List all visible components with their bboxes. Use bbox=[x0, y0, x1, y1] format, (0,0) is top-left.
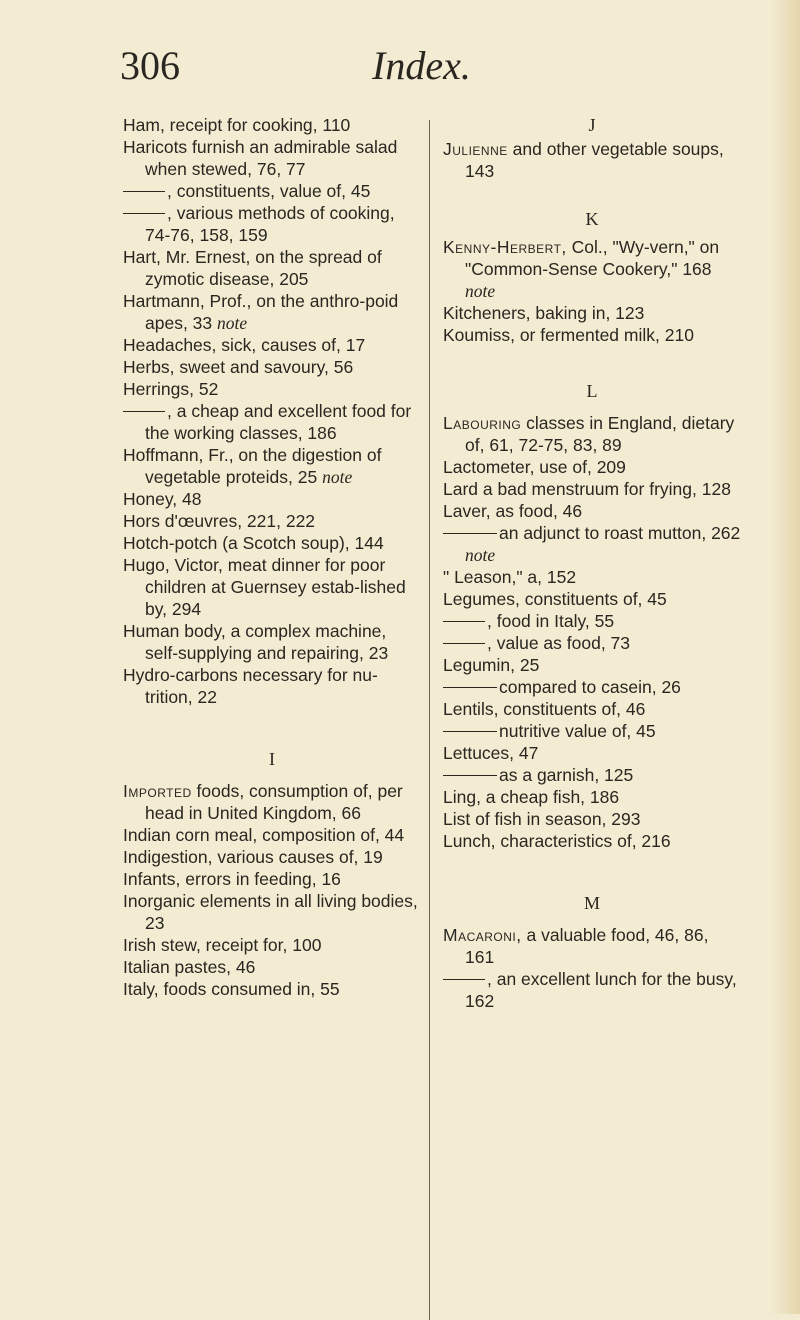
index-entry: Haricots furnish an admirable salad when stewed, 76, 77 bbox=[123, 137, 398, 179]
index-subentry: compared to casein, 26 bbox=[443, 676, 741, 698]
index-entry: Hartmann, Prof., on the anthro-poid apes, 33 note bbox=[123, 291, 399, 333]
ditto-dash bbox=[443, 979, 485, 980]
left-column bbox=[123, 114, 421, 1000]
index-entry: List of fish in season, 293 bbox=[443, 809, 641, 829]
ditto-dash bbox=[443, 775, 497, 776]
index-entry: " Leason," a, 152 bbox=[443, 567, 577, 587]
index-entry: Laver, as food, 46 bbox=[443, 501, 583, 521]
index-entry: Hoffmann, Fr., on the digestion of vegetable proteids, 25 note bbox=[123, 445, 382, 487]
index-entry: Infants, errors in feeding, 16 bbox=[123, 869, 341, 889]
index-entry: Herbs, sweet and savoury, 56 bbox=[123, 357, 354, 377]
index-entry: Italian pastes, 46 bbox=[123, 957, 256, 977]
index-entry: Kenny-Herbert, Col., "Wy-vern," on "Common-Sense Cookery," 168 note bbox=[443, 237, 720, 301]
index-entry: Legumes, constituents of, 45 bbox=[443, 589, 667, 609]
index-entry: Lettuces, 47 bbox=[443, 743, 539, 763]
index-subentry: , constituents, value of, 45 bbox=[123, 180, 421, 202]
index-entry: Irish stew, receipt for, 100 bbox=[123, 935, 322, 955]
index-entry: Imported foods, consumption of, per head in United Kingdom, 66 bbox=[123, 781, 403, 823]
index-entry: Hugo, Victor, meat dinner for poor children at Guernsey estab-lished by, 294 bbox=[123, 555, 406, 619]
index-entry: Labouring classes in England, dietary of, 61, 72-75, 83, 89 bbox=[443, 413, 735, 455]
page-number: 306 bbox=[120, 43, 180, 88]
note-marker: note bbox=[322, 467, 353, 487]
running-head: Index. bbox=[372, 43, 471, 88]
index-subentry: , various methods of cooking, 74-76, 158, 159 bbox=[123, 202, 421, 246]
index-subentry: an adjunct to roast mutton, 262 note bbox=[443, 522, 741, 566]
index-entry: Headaches, sick, causes of, 17 bbox=[123, 335, 366, 355]
ditto-dash bbox=[443, 643, 485, 644]
index-entry: Inorganic elements in all living bodies, 23 bbox=[123, 891, 418, 933]
index-entry: Macaroni, a valuable food, 46, 86, 161 bbox=[443, 925, 709, 967]
index-entry: Lactometer, use of, 209 bbox=[443, 457, 626, 477]
section-letter-i: I bbox=[269, 749, 275, 769]
section-letter-j: J bbox=[588, 115, 596, 135]
index-entry: Julienne and other vegetable soups, 143 bbox=[443, 139, 724, 181]
index-subentry: , food in Italy, 55 bbox=[443, 610, 741, 632]
ditto-dash bbox=[123, 411, 165, 412]
index-entry: Hotch-potch (a Scotch soup), 144 bbox=[123, 533, 384, 553]
index-entry: Hart, Mr. Ernest, on the spread of zymotic disease, 205 bbox=[123, 247, 382, 289]
page-header bbox=[0, 42, 800, 102]
index-entry: Ling, a cheap fish, 186 bbox=[443, 787, 620, 807]
index-subentry: as a garnish, 125 bbox=[443, 764, 741, 786]
index-entry: Lard a bad menstruum for frying, 128 bbox=[443, 479, 731, 499]
index-entry: Legumin, 25 bbox=[443, 655, 540, 675]
index-entry: Hors d'œuvres, 221, 222 bbox=[123, 511, 316, 531]
index-entry: Human body, a complex machine, self-supplying and repairing, 23 bbox=[123, 621, 389, 663]
section-letter-k: K bbox=[585, 209, 599, 229]
ditto-dash bbox=[443, 687, 497, 688]
note-marker: note bbox=[217, 313, 248, 333]
ditto-dash bbox=[123, 191, 165, 192]
index-entry: Italy, foods consumed in, 55 bbox=[123, 979, 340, 999]
index-entry: Lunch, characteristics of, 216 bbox=[443, 831, 671, 851]
ditto-dash bbox=[443, 533, 497, 534]
index-entry: Honey, 48 bbox=[123, 489, 202, 509]
page-edge-shading bbox=[770, 0, 800, 1314]
index-entry: Koumiss, or fermented milk, 210 bbox=[443, 325, 694, 345]
index-subentry: nutritive value of, 45 bbox=[443, 720, 741, 742]
note-marker: note bbox=[465, 545, 496, 565]
index-subentry: , value as food, 73 bbox=[443, 632, 741, 654]
section-letter-m: M bbox=[583, 893, 600, 913]
ditto-dash bbox=[123, 213, 165, 214]
index-entry: Indian corn meal, composition of, 44 bbox=[123, 825, 405, 845]
index-entry: Kitcheners, baking in, 123 bbox=[443, 303, 645, 323]
index-subentry: , a cheap and excellent food for the working classes, 186 bbox=[123, 400, 421, 444]
index-subentry: , an excellent lunch for the busy, 162 bbox=[443, 968, 741, 1012]
ditto-dash bbox=[443, 621, 485, 622]
index-entry: Indigestion, various causes of, 19 bbox=[123, 847, 383, 867]
note-marker: note bbox=[465, 281, 496, 301]
right-column bbox=[443, 114, 741, 1012]
index-entry: Lentils, constituents of, 46 bbox=[443, 699, 646, 719]
index-entry: Hydro-carbons necessary for nu-trition, 22 bbox=[123, 665, 378, 707]
index-entry: Ham, receipt for cooking, 110 bbox=[123, 115, 351, 135]
section-letter-l: L bbox=[586, 381, 598, 401]
ditto-dash bbox=[443, 731, 497, 732]
index-entry: Herrings, 52 bbox=[123, 379, 219, 399]
column-divider bbox=[429, 120, 430, 1320]
